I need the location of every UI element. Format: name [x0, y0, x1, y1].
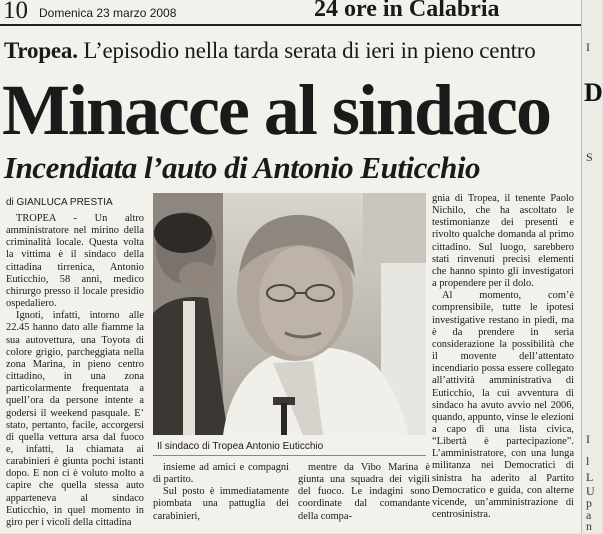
article-column-2a	[153, 462, 289, 523]
caption-rule	[153, 455, 426, 456]
paragraph: Al momento, com’è comprensibile, tutte le ipotesi investigative restano in piedi, ma è da prendere in seria considerazione la possibilità che il movente dell’attentato incendiario possa essere collegato all’attività amministrativa di Euticchio, la cui avventura di sindaco ha avuto avvio nel 2006, quando, appunto, vinse le elezioni a capo di una lista civica, “Libertà è partecipazione”. L’amministratore, con una lunga militanza nei Democratici di sinistra ha aderito al Partito Democratico e guida, con alterne vicende, un’amministrazione di centrosinistra.	[432, 290, 574, 521]
strip-letter: S	[586, 150, 593, 164]
strip-letter: U	[586, 484, 595, 498]
paragraph: Sul posto è immediatamente piombata una pattuglia dei carabinieri,	[153, 486, 289, 522]
byline: di GIANLUCA PRESTIA	[6, 197, 113, 208]
paragraph: mentre da Vibo Marina è giunta una squadra dei vigili del fuoco. Le indagini sono coordinate dal comandante della compa-	[298, 462, 430, 522]
kicker	[4, 38, 536, 64]
strip-letter: l	[586, 454, 590, 468]
strip-letter: D	[584, 78, 603, 107]
section-title: 24 ore in Calabria	[314, 0, 500, 22]
strip-letter: a	[586, 508, 592, 522]
strip-letter: I	[586, 40, 590, 54]
adjacent-page-strip	[581, 0, 601, 533]
page-header	[0, 0, 581, 24]
article-column-1	[6, 213, 144, 529]
paragraph: Ignoti, infatti, intorno alle 22.45 hanno dato alle fiamme la sua autovettura, una Toyota di colore grigio, parcheggiata nella zona Marina, in pieno centro cittadino, in una zona particolarmente frequentata a quell’ora da persone intente a godersi il weekend pasquale. E’ stato, pertanto, facile, accorgersi di quella vettura arsa dal fuoco e, infatti, la chiamata ai carabinieri è giunta pochi istanti dopo. E non ci è voluto molto a capire che quella stessa auto apparteneva al sindaco Euticchio, in quel momento in giro per i vicoli della cittadina	[6, 310, 144, 528]
strip-letter: L	[586, 470, 594, 484]
kicker-text: L’episodio nella tarda serata di ieri in pieno centro	[83, 38, 536, 63]
header-rule	[0, 24, 581, 26]
headline: Minacce al sindaco	[2, 70, 550, 150]
photo-image	[153, 193, 426, 435]
article-column-2b	[298, 462, 430, 523]
page-number: 10	[3, 0, 28, 24]
strip-letter: p	[586, 496, 592, 510]
paragraph: TROPEA - Un altro amministratore nel mirino della criminalità locale. Questa volta la vittima è il sindaco della cittadina tirrenica, Antonio Euticchio, 58 anni, medico chirurgo presso il locale presidio ospedaliero.	[6, 213, 144, 310]
strip-letter: I	[586, 432, 590, 446]
paragraph: gnia di Tropea, il tenente Paolo Nichilo, che ha ascoltato le testimonianze dei presenti e rivolto qualche domanda al primo cittadino. Sul luogo, sarebbero stati rinvenuti precisi elementi che hanno spinto gli investigatori a propendere per il dolo.	[432, 193, 574, 290]
strip-letter: n	[586, 519, 592, 533]
subheadline: Incendiata l’auto di Antonio Euticchio	[4, 150, 480, 185]
issue-date: Domenica 23 marzo 2008	[39, 6, 177, 20]
photo-caption: Il sindaco di Tropea Antonio Euticchio	[157, 441, 324, 452]
paragraph: insieme ad amici e compagni di partito.	[153, 462, 289, 486]
article-photo	[153, 193, 426, 435]
article-column-3	[432, 193, 574, 521]
kicker-place: Tropea.	[4, 38, 78, 63]
